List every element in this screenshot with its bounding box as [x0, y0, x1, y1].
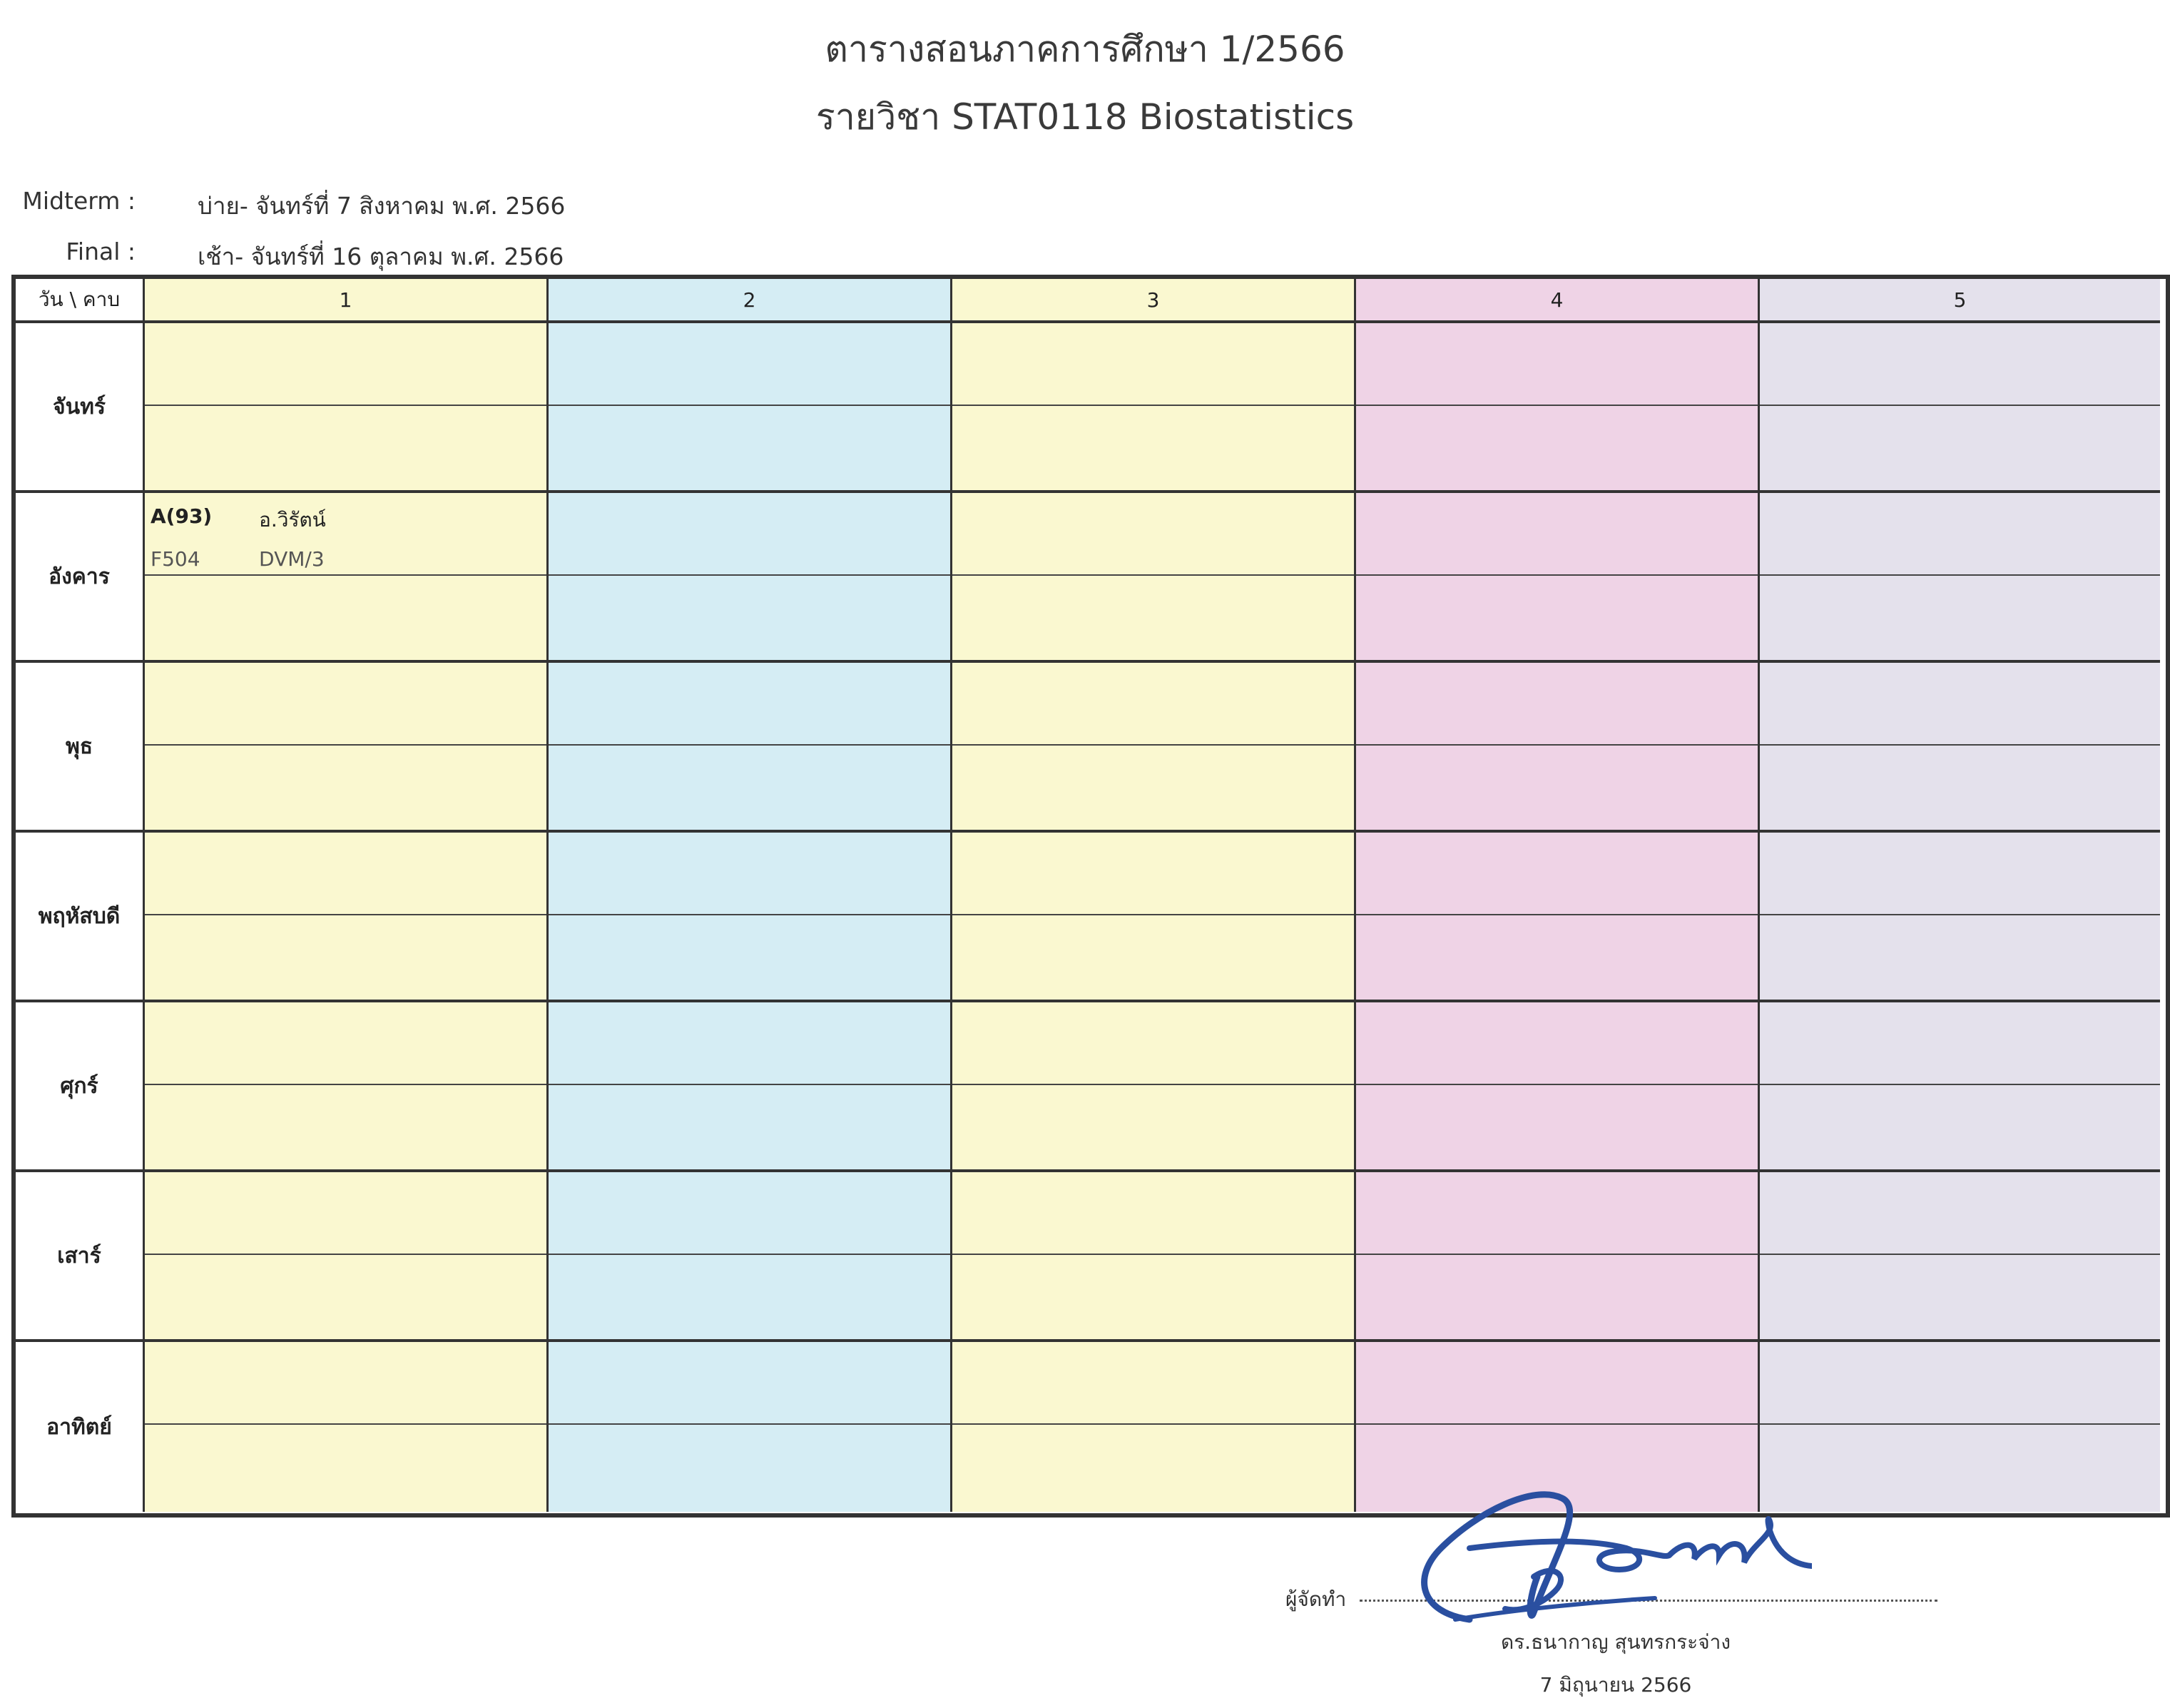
period-header-1: 1: [145, 279, 549, 323]
slot-saturday-2: [549, 1172, 952, 1342]
day-label-thursday: พฤหัสบดี: [16, 833, 145, 1002]
slot-tuesday-3: [952, 493, 1356, 663]
slot-thursday-2: [549, 833, 952, 1002]
period-header-3: 3: [952, 279, 1356, 323]
day-label-saturday: เสาร์: [16, 1172, 145, 1342]
midterm-date: บ่าย- จันทร์ที่ 7 สิงหาคม พ.ศ. 2566: [198, 192, 566, 220]
slot-sunday-2: [549, 1342, 952, 1512]
final-label: Final :: [66, 238, 136, 265]
timetable-grid: [11, 275, 2170, 1518]
slot-saturday-5: [1760, 1172, 2160, 1342]
slot-friday-3: [952, 1002, 1356, 1172]
signer-name: ดร.ธนากาญ สุนทรกระจ่าง: [1500, 1630, 1731, 1654]
slot-monday-3: [952, 323, 1356, 493]
class-teacher: อ.วิรัตน์: [259, 508, 326, 532]
day-label-tuesday: อังคาร: [16, 493, 145, 663]
day-label-wednesday: พุธ: [16, 663, 145, 833]
slot-monday-4: [1356, 323, 1760, 493]
slot-wednesday-2: [549, 663, 952, 833]
day-label-friday: ศุกร์: [16, 1002, 145, 1172]
slot-wednesday-1: [145, 663, 549, 833]
day-label-monday: จันทร์: [16, 323, 145, 493]
class-section: A(93): [151, 504, 213, 528]
slot-friday-4: [1356, 1002, 1760, 1172]
period-header-2: 2: [549, 279, 952, 323]
period-header-4: 4: [1356, 279, 1760, 323]
slot-tuesday-1: [145, 493, 549, 663]
slot-monday-2: [549, 323, 952, 493]
slot-friday-2: [549, 1002, 952, 1172]
handwritten-signature: [1412, 1470, 1812, 1634]
slot-tuesday-2: [549, 493, 952, 663]
period-header-5: 5: [1760, 279, 2160, 323]
slot-sunday-5: [1760, 1342, 2160, 1512]
slot-wednesday-3: [952, 663, 1356, 833]
slot-saturday-3: [952, 1172, 1356, 1342]
slot-monday-5: [1760, 323, 2160, 493]
slot-tuesday-5: [1760, 493, 2160, 663]
class-group: DVM/3: [259, 547, 325, 571]
slot-sunday-1: [145, 1342, 549, 1512]
slot-thursday-4: [1356, 833, 1760, 1002]
slot-thursday-5: [1760, 833, 2160, 1002]
class-room: F504: [151, 547, 200, 571]
slot-sunday-3: [952, 1342, 1356, 1512]
slot-saturday-4: [1356, 1172, 1760, 1342]
slot-tuesday-4: [1356, 493, 1760, 663]
day-label-sunday: อาทิตย์: [16, 1342, 145, 1512]
slot-friday-5: [1760, 1002, 2160, 1172]
slot-wednesday-5: [1760, 663, 2160, 833]
slot-friday-1: [145, 1002, 549, 1172]
slot-monday-1: [145, 323, 549, 493]
final-date: เช้า- จันทร์ที่ 16 ตุลาคม พ.ศ. 2566: [198, 243, 564, 270]
slot-thursday-1: [145, 833, 549, 1002]
course-subtitle: รายวิชา STAT0118 Biostatistics: [815, 96, 1355, 138]
page-title: ตารางสอนภาคการศึกษา 1/2566: [825, 29, 1345, 70]
prepared-by-label: ผู้จัดทำ: [1285, 1587, 1347, 1611]
slot-thursday-3: [952, 833, 1356, 1002]
slot-wednesday-4: [1356, 663, 1760, 833]
signature-date: 7 มิถุนายน 2566: [1539, 1673, 1692, 1697]
midterm-label: Midterm :: [22, 187, 136, 215]
corner-header: วัน \ คาบ: [16, 279, 145, 323]
slot-saturday-1: [145, 1172, 549, 1342]
